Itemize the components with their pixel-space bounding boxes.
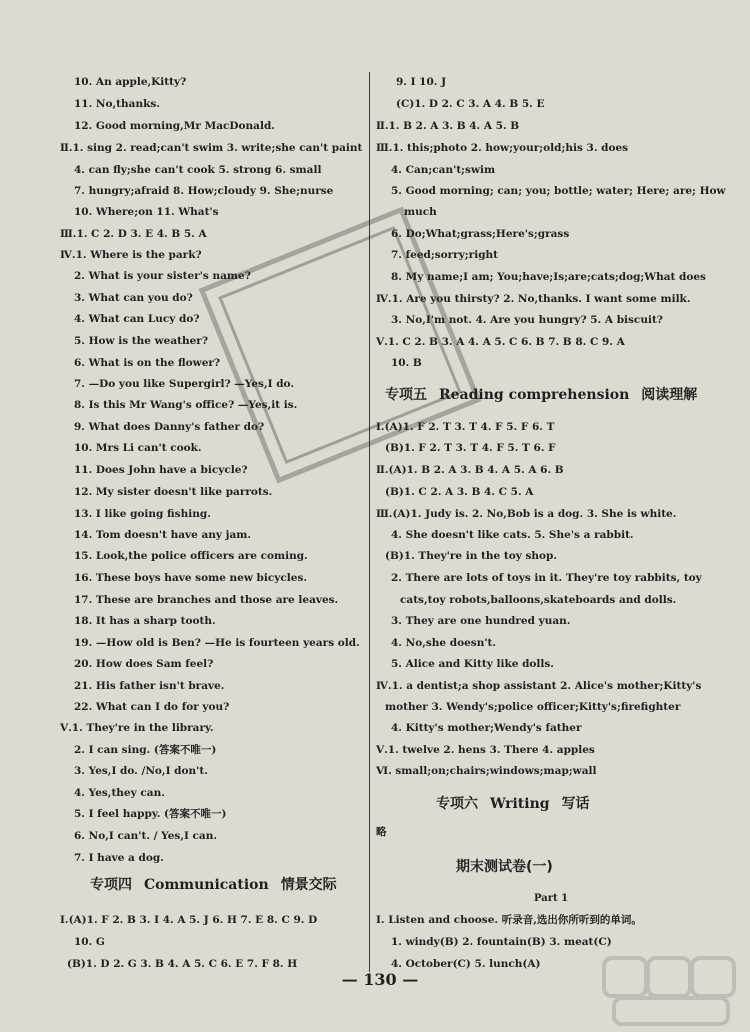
left-answer-line: 11. Does John have a bicycle? xyxy=(74,464,248,476)
watermark-logo xyxy=(602,956,742,1026)
heading-en: Reading comprehension xyxy=(439,387,630,403)
right-answer-line: (B)1. They're in the toy shop. xyxy=(385,550,557,562)
right-answer-line: 3. No,I'm not. 4. Are you hungry? 5. A biscuit? xyxy=(391,314,663,326)
left-answer-line: 22. What can I do for you? xyxy=(74,701,230,713)
section-heading-h5 xyxy=(385,386,709,404)
right-answer-line: 4. October(C) 5. lunch(A) xyxy=(391,958,541,970)
left-answer-line: 20. How does Sam feel? xyxy=(74,658,214,670)
right-answer-line: (B)1. F 2. T 3. T 4. F 5. T 6. F xyxy=(385,442,556,454)
right-answer-line: Ⅴ.1. C 2. B 3. A 4. A 5. C 6. B 7. B 8. C 9. A xyxy=(376,336,625,348)
heading-cn: 专项六 xyxy=(436,796,478,812)
right-answer-line: 3. They are one hundred yuan. xyxy=(391,615,571,627)
heading-cn: 专项四 xyxy=(90,877,132,893)
right-answer-line: Ⅳ.1. Are you thirsty? 2. No,thanks. I want some milk. xyxy=(376,293,691,305)
left-answer-line: 4. Yes,they can. xyxy=(74,787,165,799)
left-answer-line: 12. Good morning,Mr MacDonald. xyxy=(74,120,275,132)
left-answer-line: 4. can fly;she can't cook 5. strong 6. small xyxy=(74,164,322,176)
left-answer-line: 16. These boys have some new bicycles. xyxy=(74,572,308,584)
left-answer-line: 5. I feel happy. (答案不唯一) xyxy=(74,808,227,820)
left-answer-line: 14. Tom doesn't have any jam. xyxy=(74,529,252,541)
right-answer-line: 1. windy(B) 2. fountain(B) 3. meat(C) xyxy=(391,936,612,948)
left-answer-line: 8. Is this Mr Wang's office? —Yes,it is. xyxy=(74,399,298,411)
left-answer-line: (B)1. D 2. G 3. B 4. A 5. C 6. E 7. F 8. H xyxy=(67,958,298,970)
left-answer-line: 11. No,thanks. xyxy=(74,98,160,110)
left-answer-line: 7. hungry;afraid 8. How;cloudy 9. She;nurse xyxy=(74,185,334,197)
left-answer-line: Ⅳ.1. Where is the park? xyxy=(60,249,202,261)
left-answer-line: 10. An apple,Kitty? xyxy=(74,76,187,88)
heading-en: Writing xyxy=(490,796,550,812)
right-answer-line: cats,toy robots,balloons,skateboards and dolls. xyxy=(400,594,677,606)
left-answer-line: 15. Look,the police officers are coming. xyxy=(74,550,308,562)
left-answer-line: Ⅲ.1. C 2. D 3. E 4. B 5. A xyxy=(60,228,207,240)
left-answer-line: Ⅴ.1. They're in the library. xyxy=(60,722,214,734)
section-heading-h6 xyxy=(436,795,602,813)
left-answer-line: 4. What can Lucy do? xyxy=(74,313,200,325)
heading-cn2: 阅读理解 xyxy=(641,387,698,403)
left-answer-line: 2. I can sing. (答案不唯一) xyxy=(74,744,217,756)
right-answer-line: 4. Can;can't;swim xyxy=(391,164,496,176)
right-answer-line: Ⅰ. Listen and choose. 听录音,选出你所听到的单词。 xyxy=(376,914,642,926)
right-answer-line: 4. She doesn't like cats. 5. She's a rabbit. xyxy=(391,529,634,541)
left-answer-line: 13. I like going fishing. xyxy=(74,508,211,520)
right-answer-line: mother 3. Wendy's;police officer;Kitty's;firefighter xyxy=(385,701,681,713)
right-answer-line: 6. Do;What;grass;Here's;grass xyxy=(391,228,570,240)
right-answer-line: 8. My name;I am; You;have;Is;are;cats;dog;What does xyxy=(391,271,706,283)
right-answer-line: 7. feed;sorry;right xyxy=(391,249,499,261)
heading-cn2: 写话 xyxy=(561,796,590,812)
right-answer-line: Ⅱ.1. B 2. A 3. B 4. A 5. B xyxy=(376,120,520,132)
left-answer-line: 7. I have a dog. xyxy=(74,852,164,864)
right-answer-line: Ⅴ.1. twelve 2. hens 3. There 4. apples xyxy=(376,744,595,756)
part-label: Part 1 xyxy=(534,893,569,904)
left-answer-line: 10. Mrs Li can't cook. xyxy=(74,442,202,454)
left-answer-line: 3. Yes,I do. /No,I don't. xyxy=(74,765,208,777)
left-answer-line: 21. His father isn't brave. xyxy=(74,680,225,692)
right-answer-line: Ⅲ.1. this;photo 2. how;your;old;his 3. does xyxy=(376,142,629,154)
right-answer-line: Ⅵ. small;on;chairs;windows;map;wall xyxy=(376,765,597,777)
page-number: — 130 — xyxy=(341,970,419,989)
left-answer-line: Ⅱ.1. sing 2. read;can't swim 3. write;she can't paint xyxy=(60,142,363,154)
heading-cn: 期末测试卷(一) xyxy=(456,859,553,875)
left-answer-line: 5. How is the weather? xyxy=(74,335,208,347)
right-answer-line: 5. Alice and Kitty like dolls. xyxy=(391,658,554,670)
right-answer-line: Ⅳ.1. a dentist;a shop assistant 2. Alice's mother;Kitty's xyxy=(376,680,702,692)
right-answer-line: 9. I 10. J xyxy=(396,76,447,88)
left-answer-line: Ⅰ.(A)1. F 2. B 3. I 4. A 5. J 6. H 7. E 8. C 9. D xyxy=(60,914,318,926)
column-divider xyxy=(369,72,370,972)
right-answer-line: Ⅰ.(A)1. F 2. T 3. T 4. F 5. F 6. T xyxy=(376,421,555,433)
right-answer-line: Ⅲ.(A)1. Judy is. 2. No,Bob is a dog. 3. She is white. xyxy=(376,508,677,520)
right-answer-line: 4. No,she doesn't. xyxy=(391,637,497,649)
left-answer-line: 18. It has a sharp tooth. xyxy=(74,615,216,627)
right-answer-line: 4. Kitty's mother;Wendy's father xyxy=(391,722,582,734)
right-answer-line: 2. There are lots of toys in it. They're toy rabbits, toy xyxy=(391,572,702,584)
left-answer-line: 12. My sister doesn't like parrots. xyxy=(74,486,273,498)
right-answer-line: much xyxy=(404,206,437,218)
right-answer-line: 略 xyxy=(376,826,387,838)
right-answer-line: 5. Good morning; can; you; bottle; water; Here; are; How xyxy=(391,185,726,197)
left-answer-line: 10. Where;on 11. What's xyxy=(74,206,219,218)
heading-cn: 专项五 xyxy=(385,387,427,403)
left-answer-line: 19. —How old is Ben? —He is fourteen years old. xyxy=(74,637,360,649)
left-answer-line: 6. No,I can't. / Yes,I can. xyxy=(74,830,218,842)
heading-en: Communication xyxy=(144,877,269,893)
section-heading-test1 xyxy=(456,858,565,876)
left-answer-line: 17. These are branches and those are leaves. xyxy=(74,594,339,606)
right-answer-line: (C)1. D 2. C 3. A 4. B 5. E xyxy=(396,98,545,110)
section-heading-h4 xyxy=(90,876,349,894)
left-answer-line: 2. What is your sister's name? xyxy=(74,270,251,282)
right-answer-line: Ⅱ.(A)1. B 2. A 3. B 4. A 5. A 6. B xyxy=(376,464,564,476)
left-answer-line: 9. What does Danny's father do? xyxy=(74,421,265,433)
right-answer-line: (B)1. C 2. A 3. B 4. C 5. A xyxy=(385,486,534,498)
left-answer-line: 3. What can you do? xyxy=(74,292,193,304)
left-answer-line: 6. What is on the flower? xyxy=(74,357,221,369)
left-answer-line: 7. —Do you like Supergirl? —Yes,I do. xyxy=(74,378,295,390)
left-answer-line: 10. G xyxy=(74,936,105,948)
heading-cn2: 情景交际 xyxy=(280,877,337,893)
right-answer-line: 10. B xyxy=(391,357,422,369)
